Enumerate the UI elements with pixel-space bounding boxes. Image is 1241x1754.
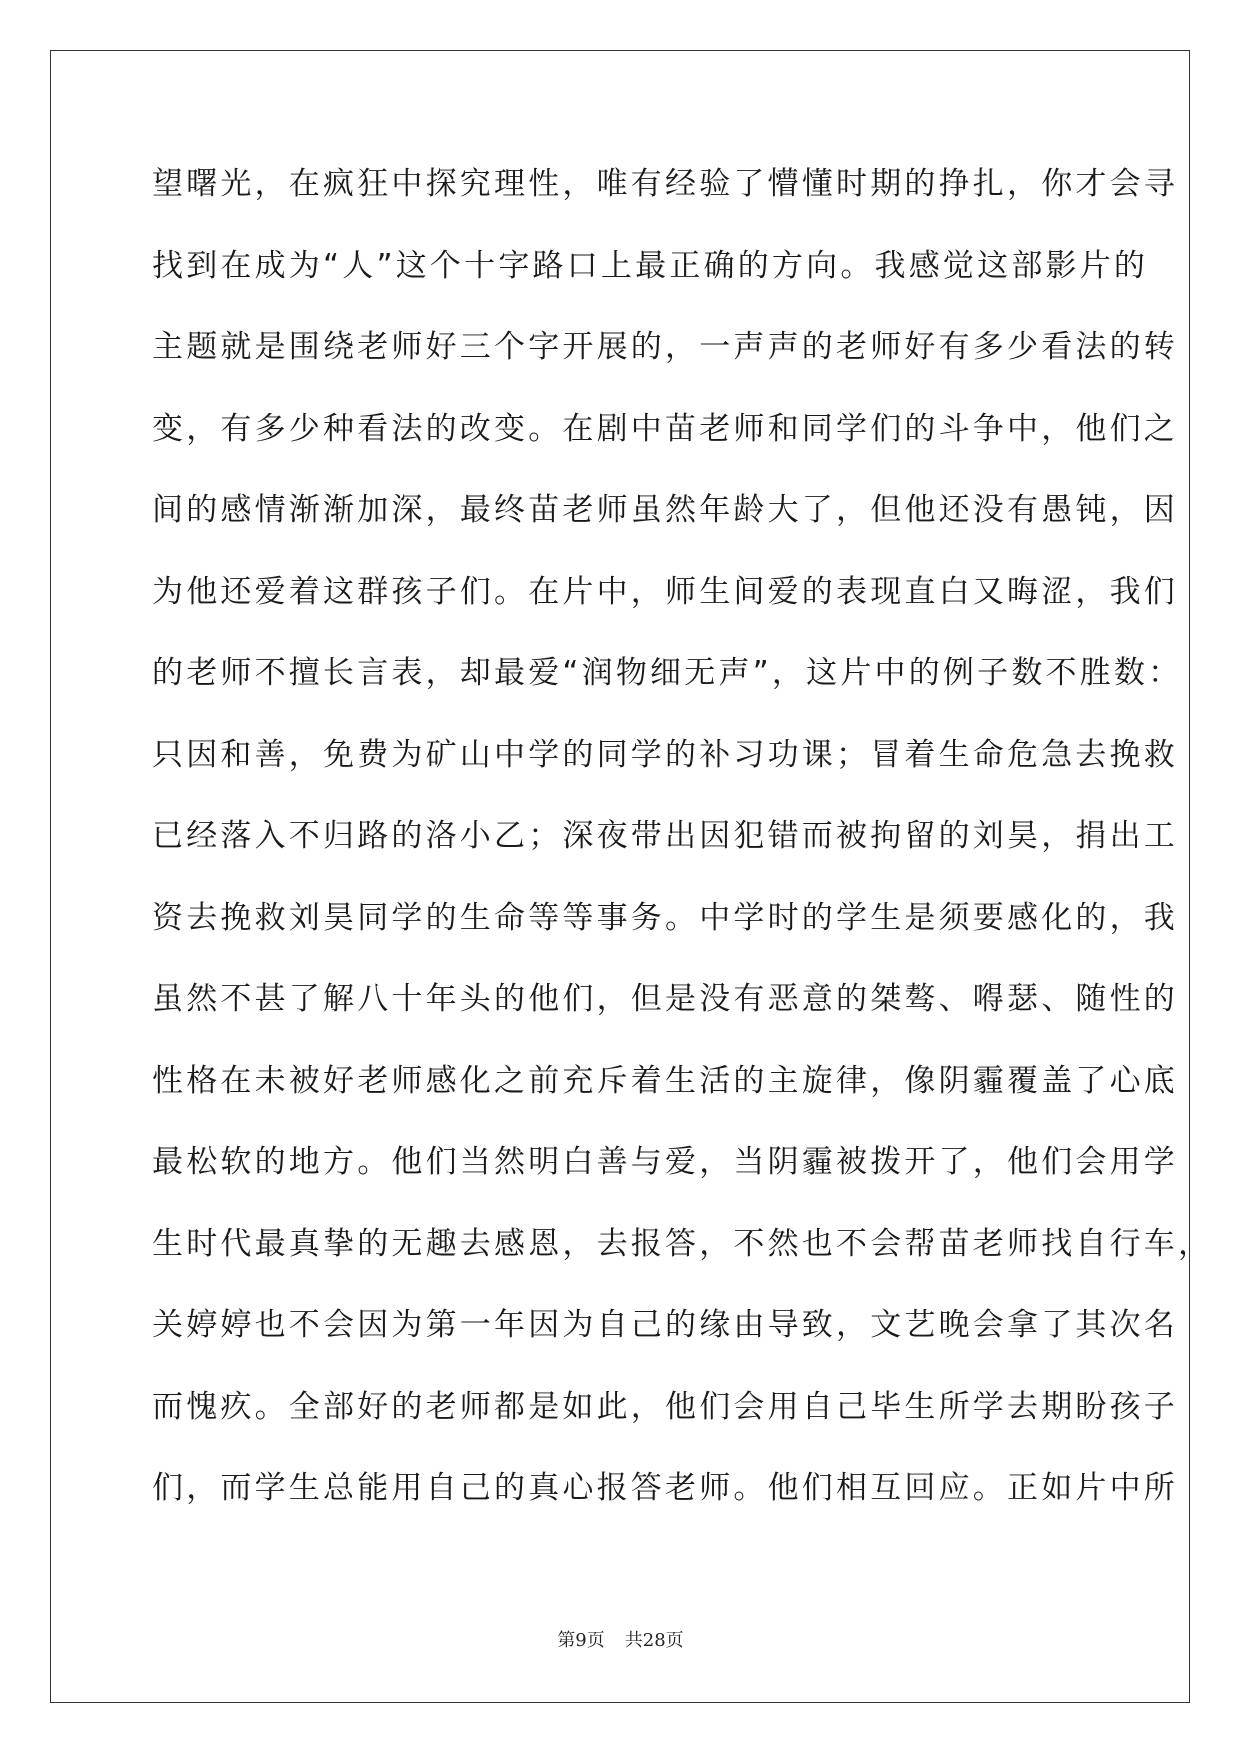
text-line: 望曙光，在疯狂中探究理性，唯有经验了懵懂时期的挣扎，你才会寻: [152, 166, 1178, 202]
text-line: 为他还爱着这群孩子们。在片中，师生间爱的表现直白又晦涩，我们: [152, 573, 1178, 610]
text-line: 间的感情渐渐加深，最终苗老师虽然年龄大了，但他还没有愚钝，因: [152, 492, 1178, 528]
text-line: 只因和善，免费为矿山中学的同学的补习功课；冒着生命危急去挽救: [152, 736, 1178, 773]
text-line: 已经落入不归路的洛小乙；深夜带出因犯错而被拘留的刘昊，捐出工: [152, 818, 1178, 854]
text-line: 关婷婷也不会因为第一年因为自己的缘由导致，文艺晚会拿了其次名: [152, 1307, 1178, 1343]
page-total: 共28页: [624, 1630, 684, 1651]
text-line: 而愧疚。全部好的老师都是如此，他们会用自己毕生所学去期盼孩子: [152, 1388, 1178, 1425]
text-line: 的老师不擅长言表，却最爱“润物细无声”，这片中的例子数不胜数：: [152, 655, 1183, 691]
text-line: 找到在成为“人”这个十字路口上最正确的方向。我感觉这部影片的: [152, 247, 1149, 284]
text-line: 最松软的地方。他们当然明白善与爱，当阴霾被拨开了，他们会用学: [152, 1144, 1178, 1180]
text-line: 虽然不甚了解八十年头的他们，但是没有恶意的桀骜、嘚瑟、随性的: [152, 981, 1178, 1017]
text-line: 变，有多少种看法的改变。在剧中苗老师和同学们的斗争中，他们之: [152, 410, 1178, 447]
page-footer: [0, 1626, 1241, 1652]
text-line: 主题就是围绕老师好三个字开展的，一声声的老师好有多少看法的转: [152, 329, 1178, 365]
text-line: 性格在未被好老师感化之前充斥着生活的主旋律，像阴霾覆盖了心底: [152, 1062, 1178, 1099]
text-line: 资去挽救刘昊同学的生命等等事务。中学时的学生是须要感化的，我: [152, 899, 1178, 936]
text-line: 生时代最真挚的无趣去感恩，去报答，不然也不会帮苗老师找自行车，: [152, 1225, 1213, 1262]
page-number: 第9页: [557, 1630, 605, 1651]
text-line: 们，而学生总能用自己的真心报答老师。他们相互回应。正如片中所: [152, 1470, 1178, 1506]
document-body: [152, 158, 1213, 1544]
